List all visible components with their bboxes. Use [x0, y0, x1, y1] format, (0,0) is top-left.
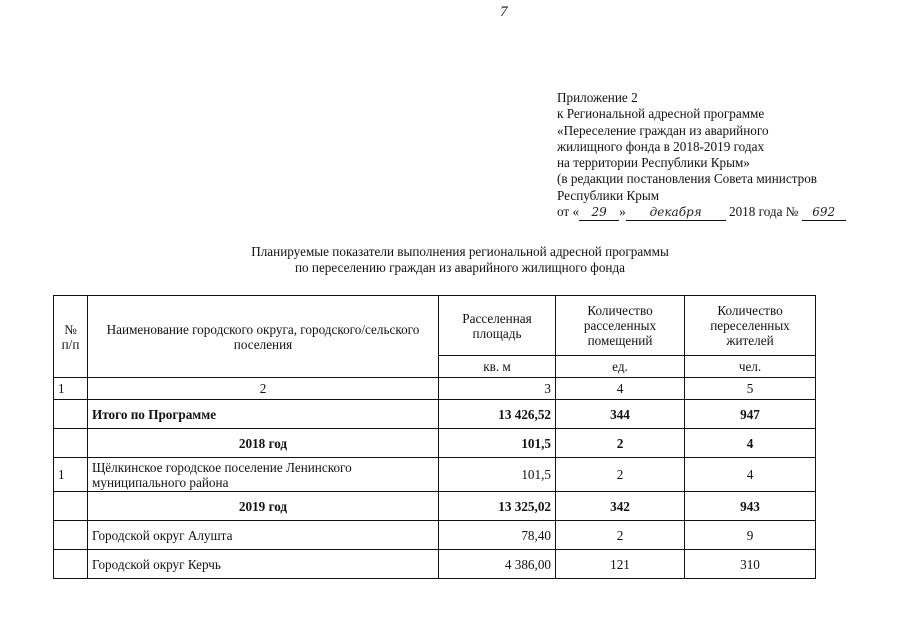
year-2018-residents: 4 — [685, 429, 816, 458]
table-row-kerch — [54, 550, 816, 579]
year-2019-label: 2019 год — [88, 492, 439, 521]
appendix-line: Республики Крым — [557, 187, 660, 203]
unit-premises: ед. — [556, 356, 685, 378]
decree-date-line: от « 29 » декабря 2018 года № 692 — [557, 204, 902, 221]
indicators-table — [53, 295, 816, 579]
total-label: Итого по Программе — [88, 400, 439, 429]
year-2019-area: 13 325,02 — [439, 492, 556, 521]
date-prefix: от « — [557, 204, 580, 220]
appendix-line: на территории Республики Крым» — [557, 155, 750, 171]
col-number: 5 — [685, 378, 816, 400]
page-number: 7 — [500, 4, 508, 20]
year-2018-area: 101,5 — [439, 429, 556, 458]
handwritten-number: 692 — [802, 204, 846, 221]
year-2019-row — [54, 492, 816, 521]
total-num — [54, 400, 88, 429]
year-2019-num — [54, 492, 88, 521]
row-premises: 2 — [556, 458, 685, 492]
row-premises: 2 — [556, 521, 685, 550]
row-area: 101,5 — [439, 458, 556, 492]
year-2019-residents: 943 — [685, 492, 816, 521]
row-num — [54, 550, 88, 579]
appendix-line: «Переселение граждан из аварийного — [557, 122, 769, 138]
handwritten-day: 29 — [579, 204, 619, 221]
year-2019-premises: 342 — [556, 492, 685, 521]
total-area: 13 426,52 — [439, 400, 556, 429]
col-number: 4 — [556, 378, 685, 400]
total-residents: 947 — [685, 400, 816, 429]
total-row — [54, 400, 816, 429]
table-header-row — [54, 296, 816, 356]
year-2018-num — [54, 429, 88, 458]
total-premises: 344 — [556, 400, 685, 429]
row-area: 4 386,00 — [439, 550, 556, 579]
heading-line-1: Планируемые показатели выполнения региональной адресной программы — [251, 244, 669, 259]
row-name: Городской округ Керчь — [88, 550, 439, 579]
table-row-alushta — [54, 521, 816, 550]
year-2018-label: 2018 год — [88, 429, 439, 458]
appendix-line: (в редакции постановления Совета министров — [557, 171, 818, 187]
row-name: Щёлкинское городское поселение Ленинского муниципального района — [88, 458, 439, 492]
header-area: Расселенная площадь — [439, 296, 556, 356]
year-2018-row — [54, 429, 816, 458]
header-num: № п/п — [54, 296, 88, 378]
row-num: 1 — [54, 458, 88, 492]
year-2018-premises: 2 — [556, 429, 685, 458]
row-residents: 310 — [685, 550, 816, 579]
header-name: Наименование городского округа, городского/сельского поселения — [88, 296, 439, 378]
row-num — [54, 521, 88, 550]
table-row-shchelkino — [54, 458, 816, 492]
handwritten-month: декабря — [626, 204, 726, 221]
row-residents: 4 — [685, 458, 816, 492]
col-number: 2 — [88, 378, 439, 400]
heading-line-2: по переселению граждан из аварийного жилищного фонда — [294, 260, 626, 276]
appendix-line: жилищного фонда в 2018-2019 годах — [557, 138, 765, 154]
col-number: 3 — [439, 378, 556, 400]
table-heading — [120, 244, 800, 277]
appendix-block — [557, 90, 902, 221]
column-numbers-row — [54, 378, 816, 400]
date-suffix: 2018 года № — [728, 204, 799, 220]
row-name: Городской округ Алушта — [88, 521, 439, 550]
unit-area: кв. м — [439, 356, 556, 378]
row-premises: 121 — [556, 550, 685, 579]
row-residents: 9 — [685, 521, 816, 550]
header-residents: Количество переселенных жителей — [685, 296, 816, 356]
row-area: 78,40 — [439, 521, 556, 550]
appendix-line: Приложение 2 — [557, 90, 638, 105]
unit-residents: чел. — [685, 356, 816, 378]
header-premises: Количество расселенных помещений — [556, 296, 685, 356]
col-number: 1 — [54, 378, 88, 400]
appendix-line: к Региональной адресной программе — [557, 106, 765, 122]
